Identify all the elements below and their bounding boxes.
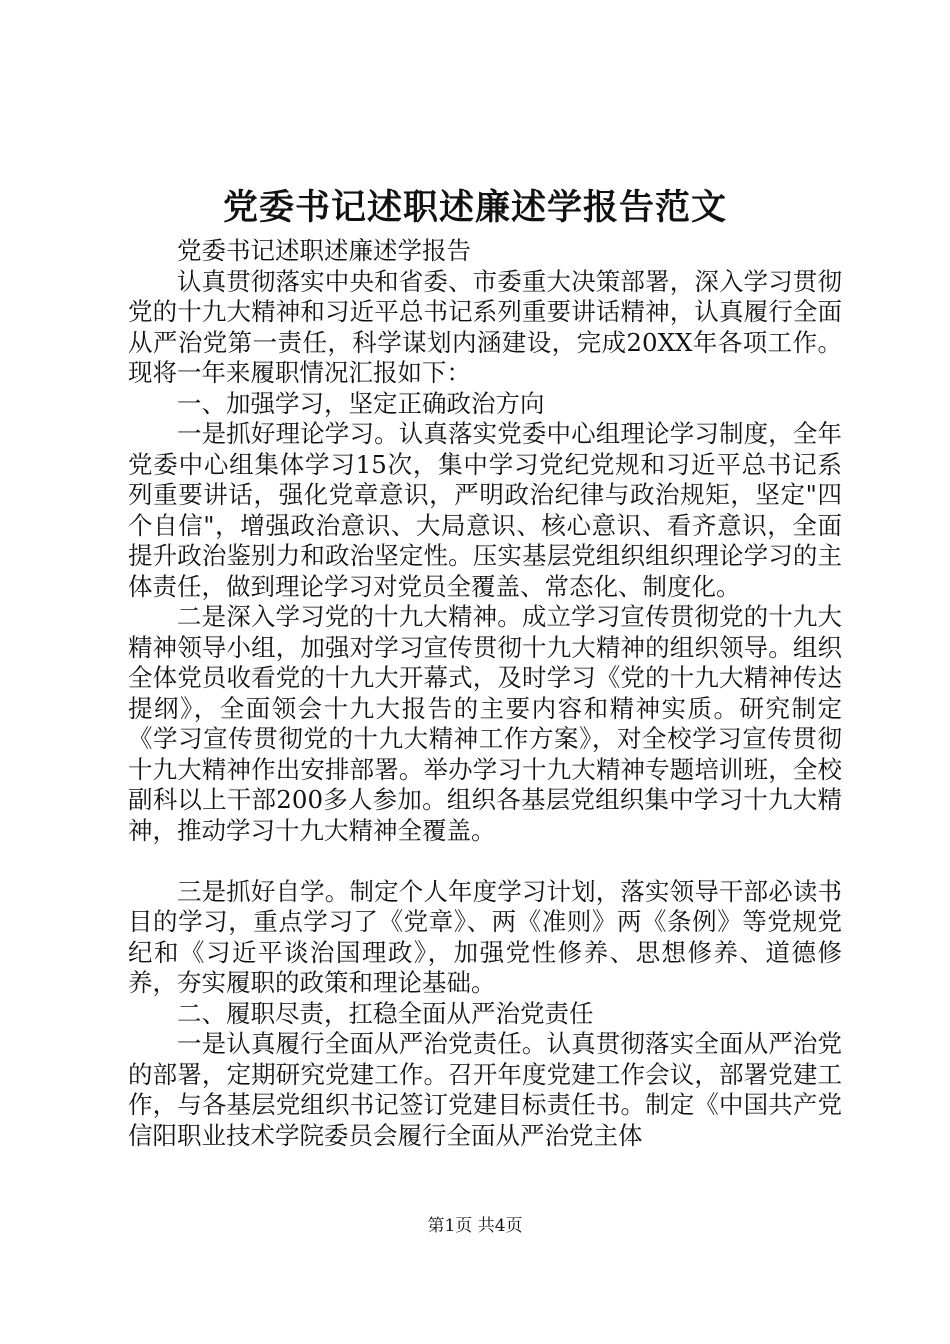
page-footer: 第1页 共4页 [427, 1216, 523, 1236]
paragraph-responsibility: 一是认真履行全面从严治党责任。认真贯彻落实全面从严治党的部署，定期研究党建工作。召开年度党建工作会议，部署党建工作，与各基层党组织书记签订党建目标责任书。制定《中国共产党信阳职业技术学院委员会履行全面从严治党主体 [128, 1029, 842, 1150]
paragraph-self-study: 三是抓好自学。制定个人年度学习计划，落实领导干部必读书目的学习，重点学习了《党章》、两《准则》两《条例》等党规党纪和《习近平谈治国理政》，加强党性修养、思想修养、道德修养，夯实履职的政策和理论基础。 [128, 876, 842, 997]
section-heading-1: 一、加强学习，坚定正确政治方向 [177, 388, 545, 418]
document-body [128, 236, 842, 1151]
paragraph-theory-study: 一是抓好理论学习。认真落实党委中心组理论学习制度，全年党委中心组集体学习15次，集中学习党纪党规和习近平总书记系列重要讲话，强化党章意识，严明政治纪律与政治规矩，坚定"四个自信"，增强政治意识、大局意识、核心意识、看齐意识，全面提升政治鉴别力和政治坚定性。压实基层党组织组织理论学习的主体责任，做到理论学习对党员全覆盖、常态化、制度化。 [128, 419, 842, 601]
paragraph-subtitle: 党委书记述职述廉述学报告 [177, 236, 471, 265]
section-heading-2: 二、履职尽责，扛稳全面从严治党责任 [177, 998, 594, 1028]
document-title: 党委书记述职述廉述学报告范文 [222, 187, 727, 228]
paragraph-intro: 认真贯彻落实中央和省委、市委重大决策部署，深入学习贯彻党的十九大精神和习近平总书记系列重要讲话精神，认真履行全面从严治党第一责任，科学谋划内涵建设，完成20XX年各项工作。现将一年来履职情况汇报如下： [128, 266, 842, 387]
paragraph-19th-congress: 二是深入学习党的十九大精神。成立学习宣传贯彻党的十九大精神领导小组，加强对学习宣传贯彻十九大精神的组织领导。组织全体党员收看党的十九大开幕式，及时学习《党的十九大精神传达提纲》，全面领会十九大报告的主要内容和精神实质。研究制定《学习宣传贯彻党的十九大精神工作方案》，对全校学习宣传贯彻十九大精神作出安排部署。举办学习十九大精神专题培训班，全校副科以上干部200多人参加。组织各基层党组织集中学习十九大精神，推动学习十九大精神全覆盖。 [128, 602, 842, 845]
